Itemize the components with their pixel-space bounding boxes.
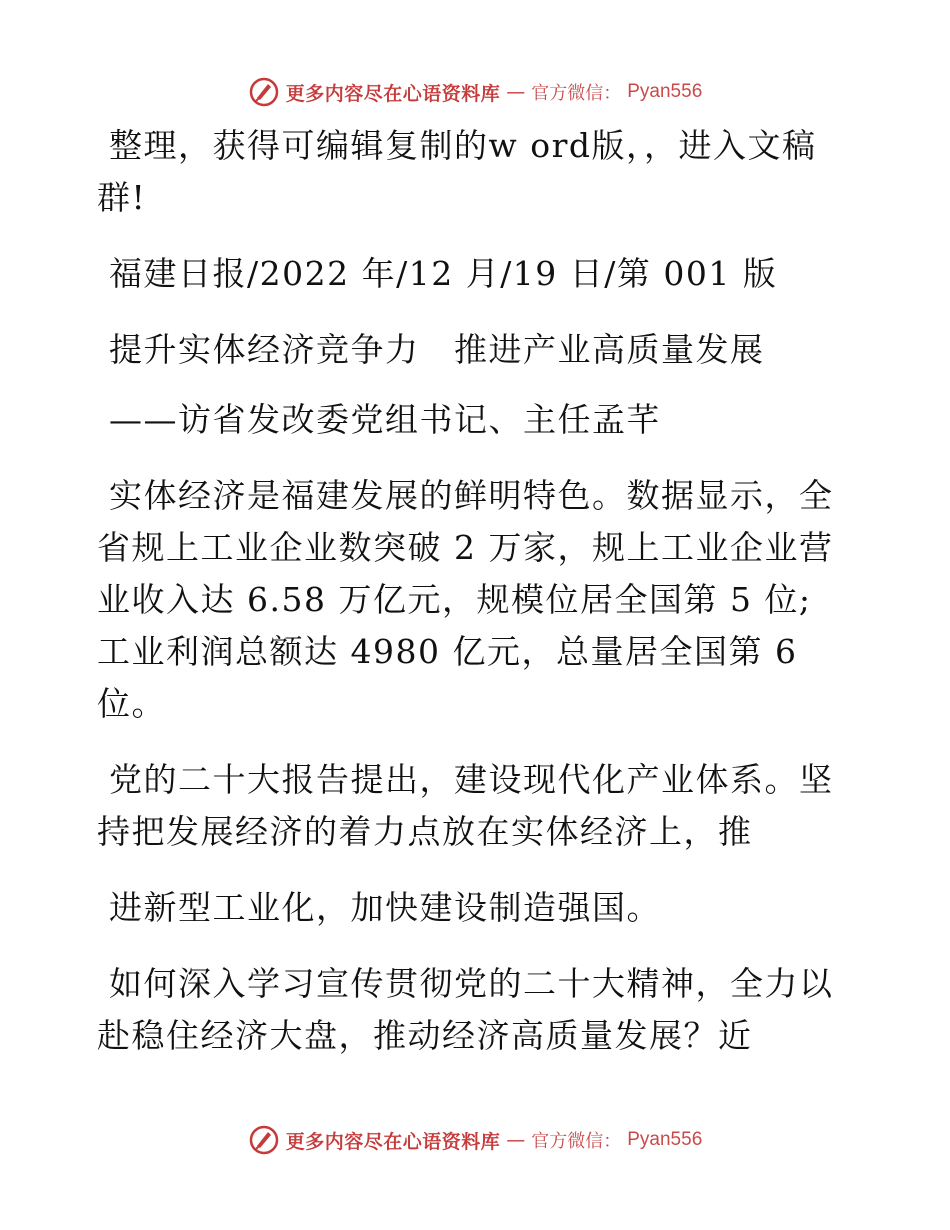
document-body	[97, 120, 837, 1062]
watermark-label: 官方微信：	[531, 83, 622, 104]
intro-paragraph: 整理，获得可编辑复制的w ord版，，进入文稿群!	[97, 126, 817, 217]
logo-icon	[248, 76, 280, 108]
watermark-label: 官方微信：	[531, 1131, 622, 1152]
article-title: 提升实体经济竞争力 推进产业高质量发展	[109, 330, 765, 369]
body-paragraph-4: 如何深入学习宣传贯彻党的二十大精神，全力以赴稳住经济大盘，推动经济高质量发展？近	[97, 964, 834, 1055]
watermark-handle: Pyan556	[627, 81, 703, 102]
body-paragraph-1: 实体经济是福建发展的鲜明特色。数据显示，全省规上工业企业数突破 2 万家，规上工业企业营业收入达 6.58 万亿元，规模位居全国第 5 位;工业利润总额达 4980 亿元，总量居全国第 6位。	[97, 476, 834, 723]
watermark-separator: —	[506, 1129, 526, 1151]
watermark-brand: 更多内容尽在心语资料库	[285, 82, 501, 105]
source-line: 福建日报/2022 年/12 月/19 日/第 001 版	[109, 254, 778, 293]
footer-watermark	[0, 1120, 950, 1160]
body-paragraph-3: 进新型工业化，加快建设制造强国。	[109, 888, 661, 927]
watermark-brand: 更多内容尽在心语资料库	[285, 1130, 501, 1153]
header-watermark	[0, 72, 950, 112]
watermark-separator: —	[506, 81, 526, 103]
article-subtitle: ——访省发改委党组书记、主任孟芊	[109, 400, 661, 439]
logo-icon	[248, 1124, 280, 1156]
watermark-handle: Pyan556	[627, 1129, 703, 1150]
body-paragraph-2: 党的二十大报告提出，建设现代化产业体系。坚持把发展经济的着力点放在实体经济上，推	[97, 760, 834, 851]
